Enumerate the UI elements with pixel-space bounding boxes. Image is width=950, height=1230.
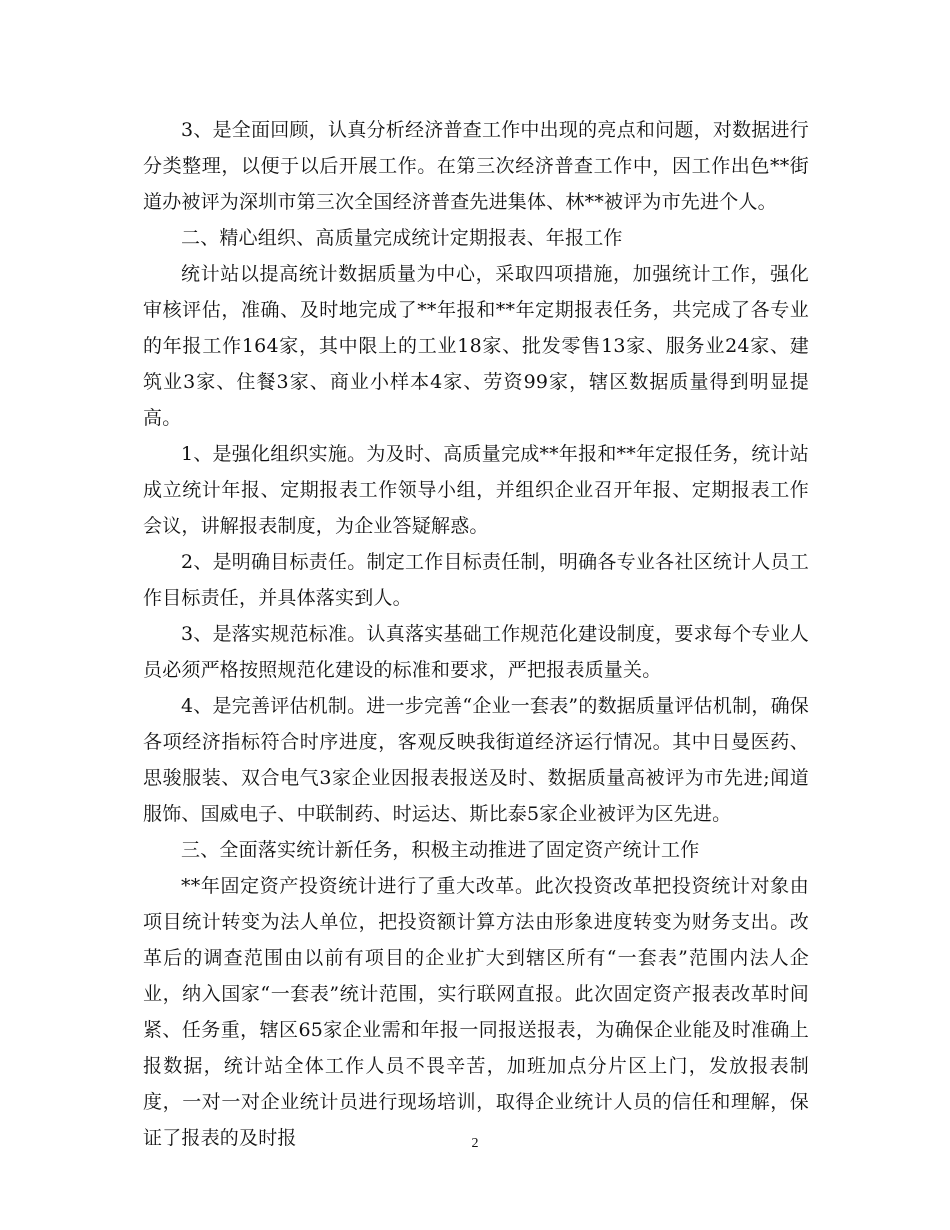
section-heading: 三、全面落实统计新任务，积极主动推进了固定资产统计工作 xyxy=(181,839,700,861)
paragraph: 1、是强化组织实施。为及时、高质量完成**年报和**年定报任务，统计站成立统计年报、定期报表工作领导小组，并组织企业召开年报、定期报表工作会议，讲解报表制度，为企业答疑解惑。 xyxy=(143,443,809,537)
paragraph: **年固定资产投资统计进行了重大改革。此次投资改革把投资统计对象由项目统计转变为法人单位，把投资额计算方法由形象进度转变为财务支出。改革后的调查范围由以前有项目的企业扩大到辖区所有“一套表”范围内法人企业，纳入国家“一套表”统计范围，实行联网直报。此次固定资产报表改革时间紧、任务重，辖区65家企业需和年报一同报送报表，为确保企业能及时准确上报数据，统计站全体工作人员不畏辛苦，加班加点分片区上门，发放报表制度，一对一对企业统计员进行现场培训，取得企业统计人员的信任和理解，保证了报表的及时报 xyxy=(143,875,809,1149)
paragraph: 3、是落实规范标准。认真落实基础工作规范化建设制度，要求每个专业人员必须严格按照规范化建设的标准和要求，严把报表质量关。 xyxy=(143,623,809,681)
paragraph: 3、是全面回顾，认真分析经济普查工作中出现的亮点和问题，对数据进行分类整理，以便于以后开展工作。在第三次经济普查工作中，因工作出色**街道办被评为深圳市第三次全国经济普查先进集体、林**被评为市先进个人。 xyxy=(143,119,809,213)
document-body xyxy=(143,112,809,1156)
paragraph: 统计站以提高统计数据质量为中心，采取四项措施，加强统计工作，强化审核评估，准确、及时地完成了**年报和**年定期报表任务，共完成了各专业的年报工作164家，其中限上的工业18家、批发零售13家、服务业24家、建筑业3家、住餐3家、商业小样本4家、劳资99家，辖区数据质量得到明显提高。 xyxy=(143,263,809,429)
page-number: 2 xyxy=(471,1136,479,1151)
section-heading: 二、精心组织、高质量完成统计定期报表、年报工作 xyxy=(181,227,623,249)
paragraph: 4、是完善评估机制。进一步完善“企业一套表”的数据质量评估机制，确保各项经济指标符合时序进度，客观反映我街道经济运行情况。其中日曼医药、思骏服装、双合电气3家企业因报表报送及时、数据质量高被评为市先进;闻道服饰、国威电子、中联制药、时运达、斯比泰5家企业被评为区先进。 xyxy=(143,695,809,825)
paragraph: 2、是明确目标责任。制定工作目标责任制，明确各专业各社区统计人员工作目标责任，并具体落实到人。 xyxy=(143,551,809,609)
